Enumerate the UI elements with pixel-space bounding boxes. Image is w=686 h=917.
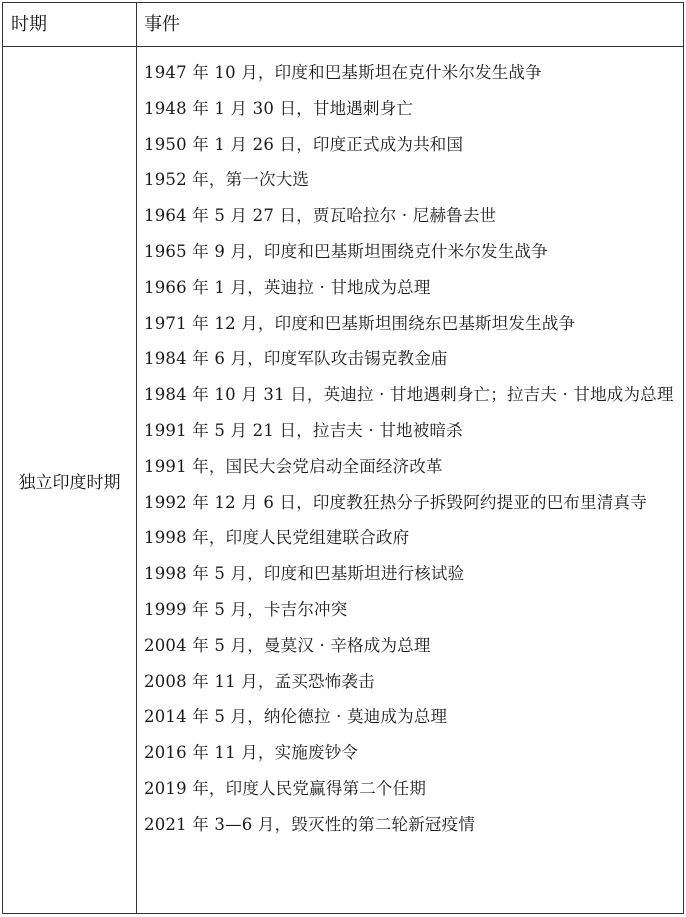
period-cell (3, 47, 136, 913)
event-item: 2016 年 11 月，实施废钞令 (144, 743, 359, 763)
event-item: 1966 年 1 月，英迪拉 · 甘地成为总理 (144, 277, 431, 297)
event-item: 1991 年 5 月 21 日，拉吉夫 · 甘地被暗杀 (144, 420, 463, 440)
event-item: 2021 年 3—6 月，毁灭性的第二轮新冠疫情 (144, 814, 476, 834)
event-item: 1998 年 5 月，印度和巴基斯坦进行核试验 (144, 564, 465, 584)
event-item: 1984 年 6 月，印度军队攻击锡克教金庙 (144, 349, 448, 369)
event-item: 1965 年 9 月，印度和巴基斯坦围绕克什米尔发生战争 (144, 241, 548, 261)
event-item: 1998 年，印度人民党组建联合政府 (144, 528, 410, 548)
table-header-row (3, 3, 683, 47)
events-list (144, 55, 682, 843)
event-item: 1971 年 12 月，印度和巴基斯坦围绕东巴基斯坦发生战争 (144, 313, 576, 333)
event-column-header: 事件 (144, 14, 180, 35)
event-item: 1950 年 1 月 26 日，印度正式成为共和国 (144, 134, 464, 154)
column-divider (136, 3, 137, 913)
event-item: 2014 年 5 月，纳伦德拉 · 莫迪成为总理 (144, 707, 448, 727)
event-item: 1991 年，国民大会党启动全面经济改革 (144, 456, 443, 476)
event-item: 1992 年 12 月 6 日，印度教狂热分子拆毁阿约提亚的巴布里清真寺 (144, 492, 647, 512)
event-item: 1999 年 5 月，卡吉尔冲突 (144, 599, 348, 619)
event-item: 2008 年 11 月，孟买恐怖袭击 (144, 671, 375, 691)
event-item: 1948 年 1 月 30 日，甘地遇刺身亡 (144, 98, 414, 118)
event-item: 2004 年 5 月，曼莫汉 · 辛格成为总理 (144, 635, 431, 655)
event-item: 1964 年 5 月 27 日，贾瓦哈拉尔 · 尼赫鲁去世 (144, 206, 497, 226)
event-item: 2019 年，印度人民党赢得第二个任期 (144, 778, 427, 798)
period-column-header: 时期 (11, 14, 47, 35)
period-label: 独立印度时期 (18, 472, 121, 493)
event-item: 1984 年 10 月 31 日，英迪拉 · 甘地遇刺身亡；拉吉夫 · 甘地成为总理 (144, 385, 674, 405)
timeline-table (2, 2, 684, 914)
event-item: 1952 年，第一次大选 (144, 170, 310, 190)
event-item: 1947 年 10 月，印度和巴基斯坦在克什米尔发生战争 (144, 63, 542, 82)
